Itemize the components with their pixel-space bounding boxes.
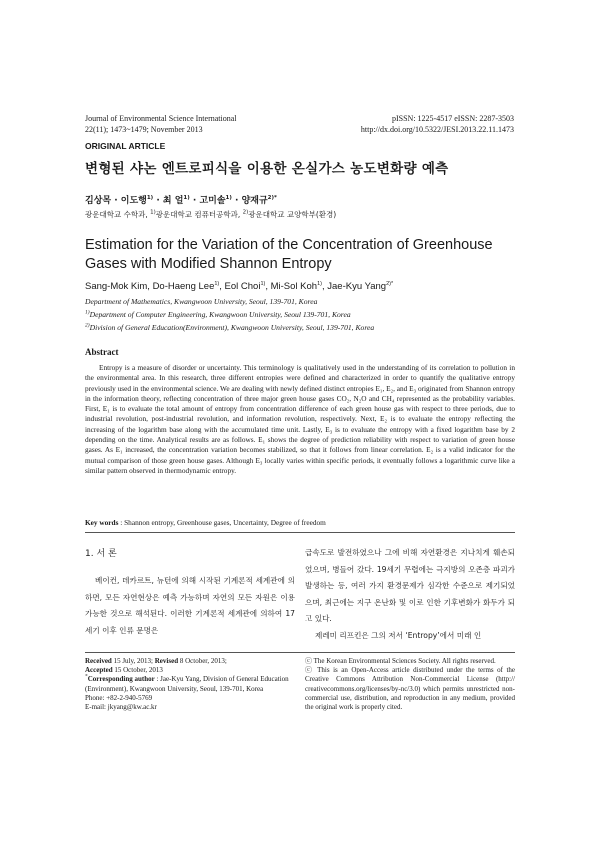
email-link[interactable]: E-mail: jkyang@kw.ac.kr [85, 703, 157, 712]
abstract-heading: Abstract [85, 347, 119, 357]
phone: Phone: +82-2-940-5769 [85, 693, 153, 702]
copyright: ⓒ The Korean Environmental Sciences Society. All rights reserved. [305, 657, 496, 665]
intro-right-column [305, 545, 515, 644]
journal-identifiers [361, 113, 514, 135]
title-english: Estimation for the Variation of the Concentration of Greenhouse Gases with Modified Shannon Entropy [85, 237, 493, 272]
doi-link[interactable]: http://dx.doi.org/10.5322/JESI.2013.22.11.1473 [360, 125, 514, 134]
intro-left-column: 베이컨, 데카르트, 뉴턴에 의해 시작된 기계론적 세계관에 의하면, 모든 자연현상은 예측 가능하며 자연의 모든 자원은 이용 가능한 것으로 해석된다. 이러한 기계론적 세계관에 의하여 17세기 이후 인류 문명은 [85, 576, 295, 635]
authors-korean: 김상목 · 이도행$^{1)}$ · 최 얼$^{1)}$ · 고미솔$^{1)}$ · 양재규$^{2)*}$ [85, 195, 277, 206]
corresponding-author: *Corresponding author : Jae-Kyu Yang, Division of General Education (Environment), Kwangwoon University, Seoul, 139-701, Korea [85, 674, 289, 693]
footnote-divider [85, 652, 515, 653]
affiliation-general-education: $^{2)}$Division of General Education(Environment), Kwangwoon University, Seoul, 139-701, Korea [85, 322, 375, 332]
divider-line [85, 532, 515, 533]
issn: pISSN: 1225-4517 eISSN: 2287-3503 [391, 114, 514, 123]
abstract-text: Entropy is a measure of disorder or uncertainty. This terminology is qualitatively used in the understanding of its correlation to pollution in the environmental area. In this research, three different entropies were defined and characterized in order to quantify the qualitative entropy previously used in the environmental science. We are dealing with newly defined distinct entropies E₁, E₂, and E₃ originated from Shannon entropy in the information theory, reflecting concentration of three major green house gases CO₂, N₂O and CH₄ represented as the probability variables. First, E₁ is to evaluate the total amount of entropy from concentration difference of each green house gas with respect to three periods, due to industrial revolution, post-industrial revolution, and information revolution, respectively. Next, E₂ is to evaluate the entropy reflecting the increasing of the logarithm base along with the accumulated time unit. Lastly, E₃ is to evaluate the entropy with a fixed logarithm base by 2 depending on the time. Analytical results are as follows. E₁ shows the degree of prediction reliability with respect to variation of green house gases. As E₁ increased, the concentration variation becomes stabilized, so that it follows from linear correlation. E₂ is a valid indicator for the mutual comparison of those green house gases. Although E₃ locally varies within specific periods, it eventually follows a logarithmic curve like a similar pattern observed in thermodynamic entropy. [85, 363, 516, 475]
intro-right-paragraph-1: 급속도로 발전하였으나 그에 비해 자연환경은 지나치게 훼손되었으며, 병들어 갔다. 19세기 무렵에는 극지방의 오존층 파괴가 발생하는 등, 여러 가지 환경문제가 심각한 수준으로 제기되었으며, 최근에는 지구 온난화 및 이로 인한 기후변화가 화두가 되고 있다. [305, 548, 515, 623]
intro-right-paragraph-2: 제레미 리프킨은 그의 저서 ‘Entropy’에서 미래 인 [315, 630, 482, 640]
received-revised: Received 15 July, 2013; Revised 8 October, 2013; [85, 657, 227, 665]
affiliations-korean: 광운대학교 수학과, $^{1)}$광운대학교 컴퓨터공학과, $^{2)}$광운대학교 교양학부(환경) [85, 209, 337, 219]
affiliation-computer: $^{1)}$Department of Computer Engineering, Kwangwoon University, Seoul 139-701, Korea [85, 309, 351, 319]
journal-name: Journal of Environmental Science International [85, 114, 237, 123]
license-text: ⓒ This is an Open-Access article distributed under the terms of the Creative Commons Attribution Non-Commercial License (http:// creativecommons.org/licenses/by-nc/3.0) which permits unrestricted non-commercial use, distribution, and reproduction in any medium, provided the original work is properly cited. [305, 666, 515, 712]
journal-citation [85, 113, 237, 135]
authors-english: Sang-Mok Kim, Do-Haeng Lee$^{1)}$, Eol Choi$^{1)}$, Mi-Sol Koh$^{1)}$, Jae-Kyu Yang$^{2)*}$ [85, 280, 394, 292]
footnote-dates-correspondence [85, 657, 290, 712]
keywords [85, 518, 515, 527]
keywords-label: Key words [85, 518, 119, 527]
footnote-license [305, 657, 515, 712]
accepted: Accepted 15 October, 2013 [85, 666, 163, 675]
article-type: ORIGINAL ARTICLE [85, 141, 166, 151]
journal-volume: 22(11); 1473~1479; November 2013 [85, 125, 203, 134]
section-heading-introduction: 1. 서 론 [85, 549, 117, 559]
keywords-text: : Shannon entropy, Greenhouse gases, Uncertainty, Degree of freedom [118, 518, 326, 527]
affiliation-math: Department of Mathematics, Kwangwoon University, Seoul, 139-701, Korea [85, 297, 318, 306]
title-korean: 변형된 샤논 엔트로피식을 이용한 온실가스 농도변화량 예측 [85, 161, 449, 177]
